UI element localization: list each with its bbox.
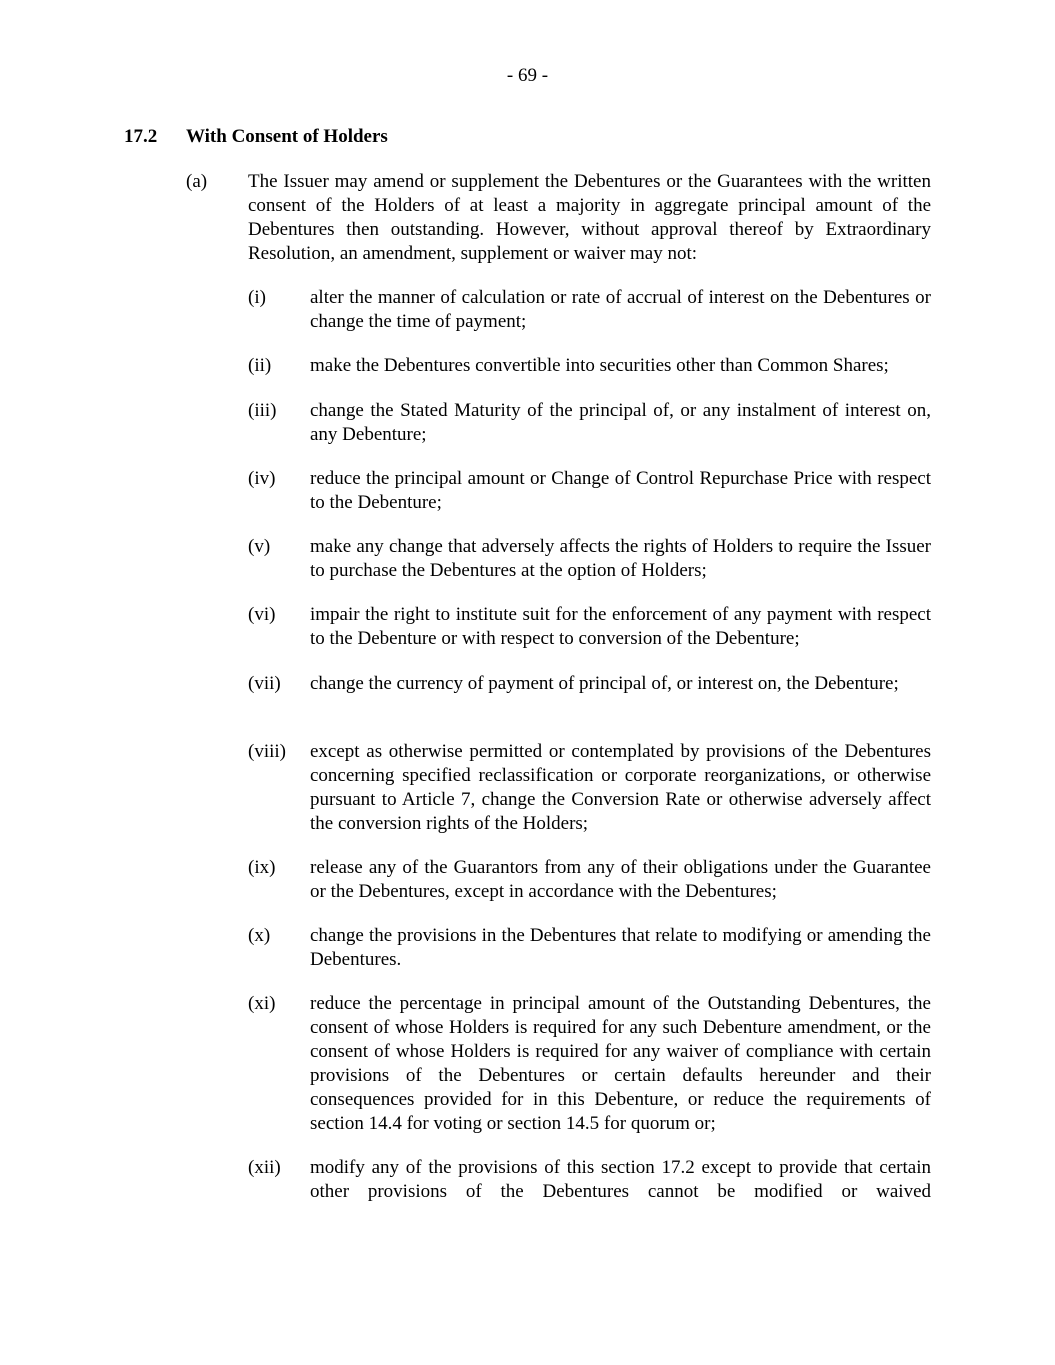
item-label: (iii) [248, 400, 277, 421]
item-text: modify any of the provisions of this section 17.2 except to provide that certain other provisions of the Debentures cannot be modified or waived [310, 1157, 931, 1202]
list-item [248, 672, 931, 696]
list-item [248, 603, 931, 651]
item-label: (vi) [248, 604, 276, 625]
item-text: alter the manner of calculation or rate of accrual of interest on the Debentures or change the time of payment; [310, 287, 931, 332]
list-item [248, 1156, 931, 1204]
list-item [248, 992, 931, 1136]
list-item [248, 856, 931, 904]
item-text: reduce the percentage in principal amount of the Outstanding Debentures, the consent of whose Holders is required for any such Debenture amendment, or the consent of whose Holders is required for any waiver of compliance with certain provisions of the Debentures or certain defaults hereunder and their consequences provided for in this Debenture, or reduce the requirements of section 14.4 for voting or section 14.5 for quorum or; [310, 993, 931, 1134]
section-title: With Consent of Holders [186, 126, 388, 147]
item-label: (viii) [248, 741, 286, 762]
item-text: except as otherwise permitted or contemplated by provisions of the Debentures concerning specified reclassification or corporate reorganizations, or otherwise pursuant to Article 7, change the Conversion Rate or otherwise adversely affect the conversion rights of the Holders; [310, 741, 931, 834]
page-number: - 69 - [506, 65, 549, 86]
item-text: release any of the Guarantors from any of their obligations under the Guarantee or the Debentures, except in accordance with the Debentures; [310, 857, 931, 902]
item-text: change the Stated Maturity of the principal of, or any instalment of interest on, any Debenture; [310, 400, 931, 445]
item-text: make any change that adversely affects the rights of Holders to require the Issuer to purchase the Debentures at the option of Holders; [310, 536, 931, 581]
item-text: reduce the principal amount or Change of Control Repurchase Price with respect to the Debenture; [310, 468, 931, 513]
list-item [248, 354, 931, 378]
section-heading [124, 125, 388, 149]
item-label: (x) [248, 925, 271, 946]
item-text: make the Debentures convertible into securities other than Common Shares; [310, 355, 889, 376]
section-number: 17.2 [124, 126, 158, 147]
item-text: change the currency of payment of principal of, or interest on, the Debenture; [310, 673, 899, 694]
item-label: (xi) [248, 993, 276, 1014]
list-item [248, 286, 931, 334]
item-label: (ii) [248, 355, 272, 376]
item-label: (vii) [248, 673, 281, 694]
item-text: impair the right to institute suit for the enforcement of any payment with respect to the Debenture or with respect to conversion of the Debenture; [310, 604, 931, 649]
item-label: (ix) [248, 857, 276, 878]
paragraph-a [186, 170, 931, 266]
list-item [248, 399, 931, 447]
item-label: (i) [248, 287, 266, 308]
item-label: (xii) [248, 1157, 281, 1178]
item-label: (v) [248, 536, 271, 557]
list-item [248, 740, 931, 836]
list-item [248, 467, 931, 515]
item-label: (iv) [248, 468, 276, 489]
list-item [248, 535, 931, 583]
item-text: change the provisions in the Debentures that relate to modifying or amending the Debentures. [310, 925, 931, 970]
paragraph-a-label: (a) [186, 171, 208, 192]
list-item [248, 924, 931, 972]
paragraph-a-text: The Issuer may amend or supplement the Debentures or the Guarantees with the written consent of the Holders of at least a majority in aggregate principal amount of the Debentures then outstanding. However, without approval thereof by Extraordinary Resolution, an amendment, supplement or waiver may not: [248, 171, 931, 264]
